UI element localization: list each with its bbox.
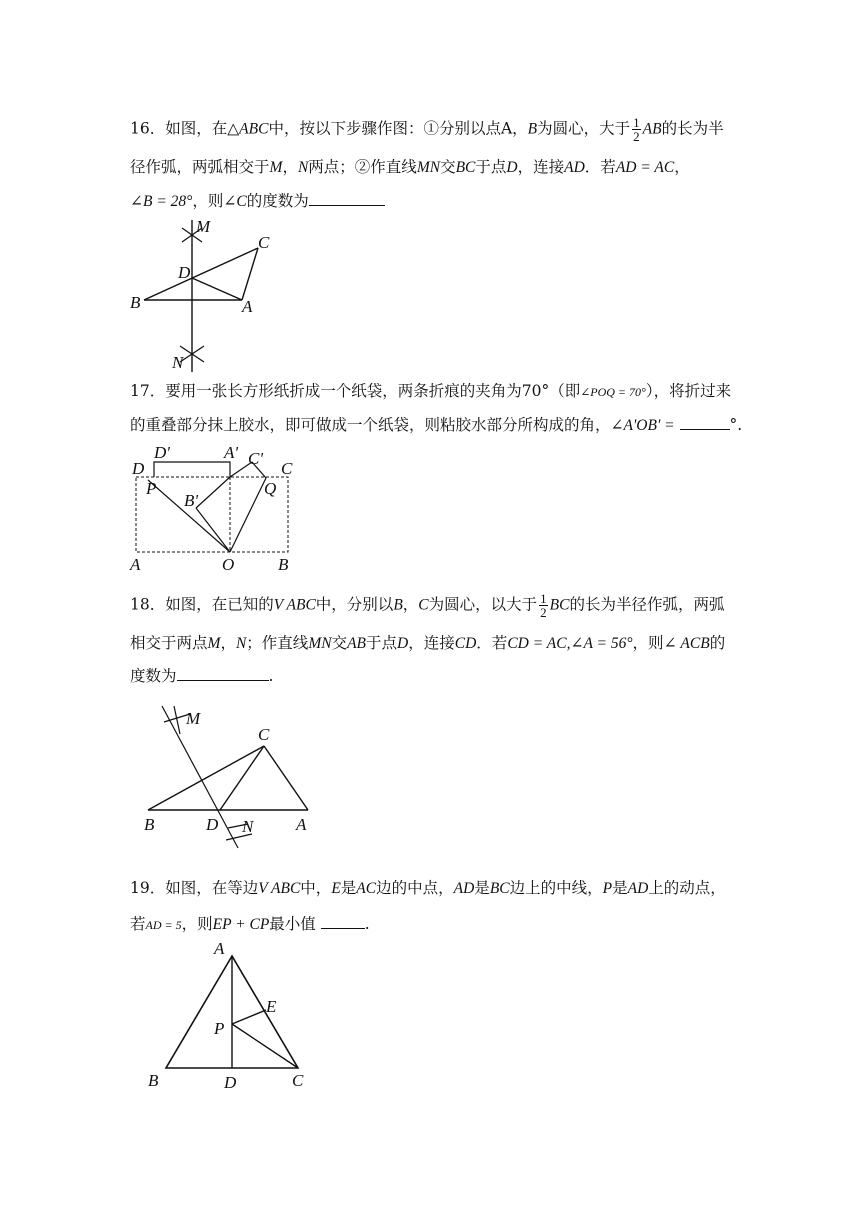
label-A: A [296,815,307,834]
q18-line-3: 度数为 . [130,664,273,687]
label-C: C [292,1071,304,1090]
q18-line-1: 18．如图，在已知的V ABC中，分别以B，C为圆心，以大于 $\frac{1}{2}$ BC的长为半径作弧，两弧 [130,591,725,620]
q19-line-1: 19．如图，在等边V ABC中，E是AC边的中点，AD是BC边上的中线，P是AD上的动点， [130,879,726,897]
label-C: C [258,233,270,252]
label-O: O [222,555,235,574]
q19-line-2: 若AD = 5，则EP + CP最小值 . [130,912,370,936]
label-D: D [224,1073,237,1092]
q17-line-2: 的重叠部分抹上胶水，即可做成一个纸袋，则粘胶水部分所构成的角，∠A'OB' = °. [130,413,742,437]
fraction-one-half: $\frac{1}{2}$ [540,591,547,620]
q16-figure [128,212,288,374]
answer-blank-19[interactable] [321,912,365,929]
answer-blank-17[interactable] [680,413,730,430]
q16-line-2: 径作弧，两弧相交于M，N两点；②作直线MN交BC于点D，连接AD．若AD = AC， [130,158,690,176]
fraction-one-half: $\frac{1}{2}$ [633,115,640,144]
label-M: M [196,217,211,236]
q16-line-1: 16．如图，在△ABC中，按以下步骤作图：①分别以点A，B为圆心，大于 $\frac{1}{2}$ AB的长为半 [130,115,724,144]
label-C: C [258,725,270,744]
label-P: P [214,1019,225,1038]
label-C: C [281,459,293,478]
label-B: B [148,1071,159,1090]
label-C-prime: C' [248,449,263,468]
q17-line-1: 17．要用一张长方形纸折成一个纸袋，两条折痕的夹角为70°（即∠POQ = 70°），将折过来 [130,382,732,400]
label-B-prime: B' [184,491,199,510]
label-B: B [130,293,141,312]
q19-figure [144,938,324,1094]
label-D: D [178,263,191,282]
label-A: A [214,939,225,958]
label-D: D [132,459,145,478]
label-A-prime: A' [224,443,239,462]
label-A: A [130,555,141,574]
label-D: D [206,815,219,834]
q16-line-3: ∠B = 28°，则∠C的度数为 [130,189,385,213]
q18-line-2: 相交于两点M，N；作直线MN交AB于点D，连接CD．若CD = AC,∠A = 56°，则∠ ACB的 [130,634,726,652]
q18-figure [134,700,324,860]
label-M: M [186,709,201,728]
label-E: E [266,997,277,1016]
label-P: P [146,479,157,498]
label-D-prime: D' [154,443,170,462]
answer-blank-16[interactable] [309,189,385,206]
label-N: N [172,353,184,372]
label-B: B [144,815,155,834]
label-Q: Q [264,479,277,498]
label-N: N [242,817,254,836]
label-A: A [242,297,253,316]
label-B: B [278,555,289,574]
q17-figure [128,440,298,576]
answer-blank-18[interactable] [177,664,269,681]
